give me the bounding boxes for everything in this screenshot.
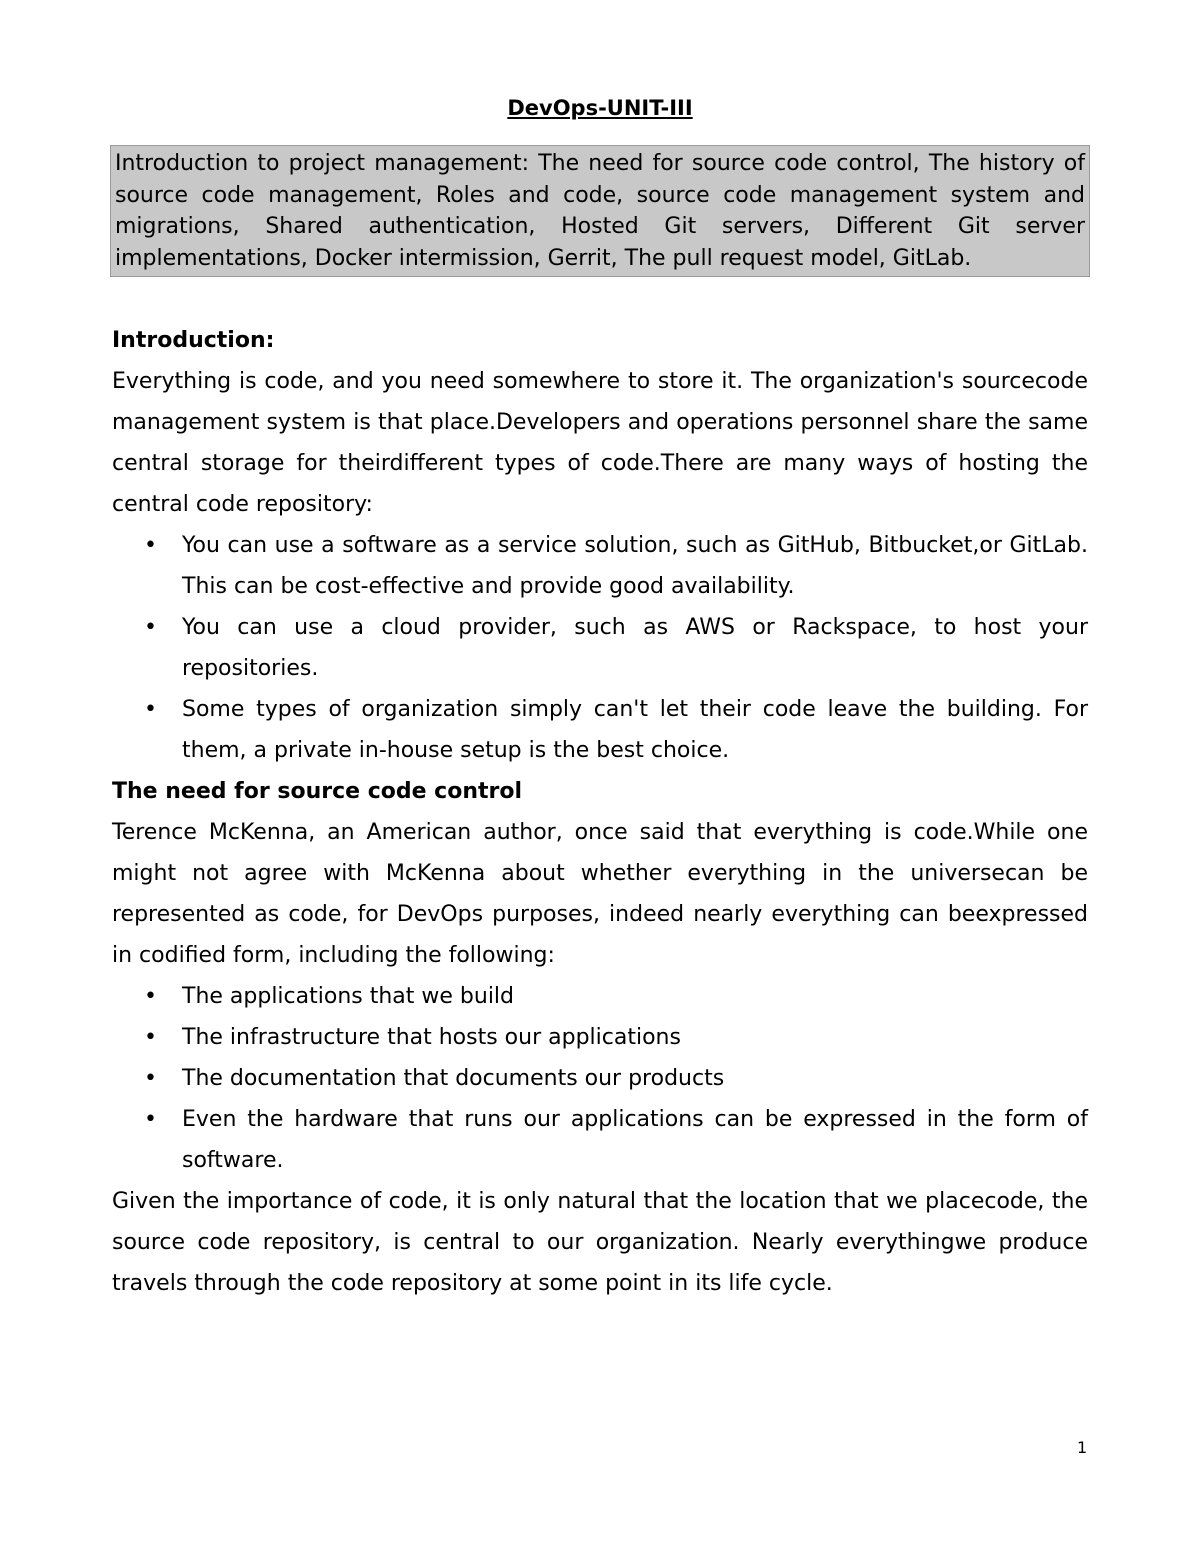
list-item: • Even the hardware that runs our applications can be expressed in the form of software. bbox=[182, 1099, 1088, 1181]
intro-bullet-list bbox=[112, 525, 1088, 771]
list-item: • The infrastructure that hosts our applications bbox=[182, 1017, 1088, 1058]
document-title: DevOps-UNIT-III bbox=[507, 96, 693, 120]
list-item: • You can use a cloud provider, such as AWS or Rackspace, to host your repositories. bbox=[182, 607, 1088, 689]
intro-heading: Introduction: bbox=[112, 328, 275, 353]
list-item: • The documentation that documents our products bbox=[182, 1058, 1088, 1099]
list-item: • The applications that we build bbox=[182, 976, 1088, 1017]
list-item: • Some types of organization simply can't let their code leave the building. For them, a private in-house setup is the best choice. bbox=[182, 689, 1088, 771]
need-bullet-list bbox=[112, 976, 1088, 1181]
need-paragraph: Terence McKenna, an American author, once said that everything is code.While one might not agree with McKenna about whether everything in the universecan be represented as code, for DevOps purposes, indeed nearly everything can beexpressed in codified form, including the following: bbox=[112, 820, 1088, 968]
unit-summary-box: Introduction to project management: The need for source code control, The history of source code management, Roles and code, source code management system and migrations, Shared authentication, Hosted Git servers, Different Git server implementations, Docker intermission, Gerrit, The pull request model, GitLab. bbox=[110, 145, 1090, 277]
list-item: • You can use a software as a service solution, such as GitHub, Bitbucket,or GitLab. This can be cost-effective and provide good availability. bbox=[182, 525, 1088, 607]
document-body bbox=[112, 320, 1088, 1304]
page-number: 1 bbox=[1077, 1438, 1088, 1457]
closing-paragraph: Given the importance of code, it is only natural that the location that we placecode, the source code repository, is central to our organization. Nearly everythingwe produce travels through the code repository at some point in its life cycle. bbox=[112, 1189, 1088, 1296]
intro-paragraph: Everything is code, and you need somewhere to store it. The organization's sourcecode management system is that place.Developers and operations personnel share the same central storage for theirdifferent types of code.There are many ways of hosting the central code repository: bbox=[112, 369, 1088, 517]
need-heading: The need for source code control bbox=[112, 779, 523, 804]
